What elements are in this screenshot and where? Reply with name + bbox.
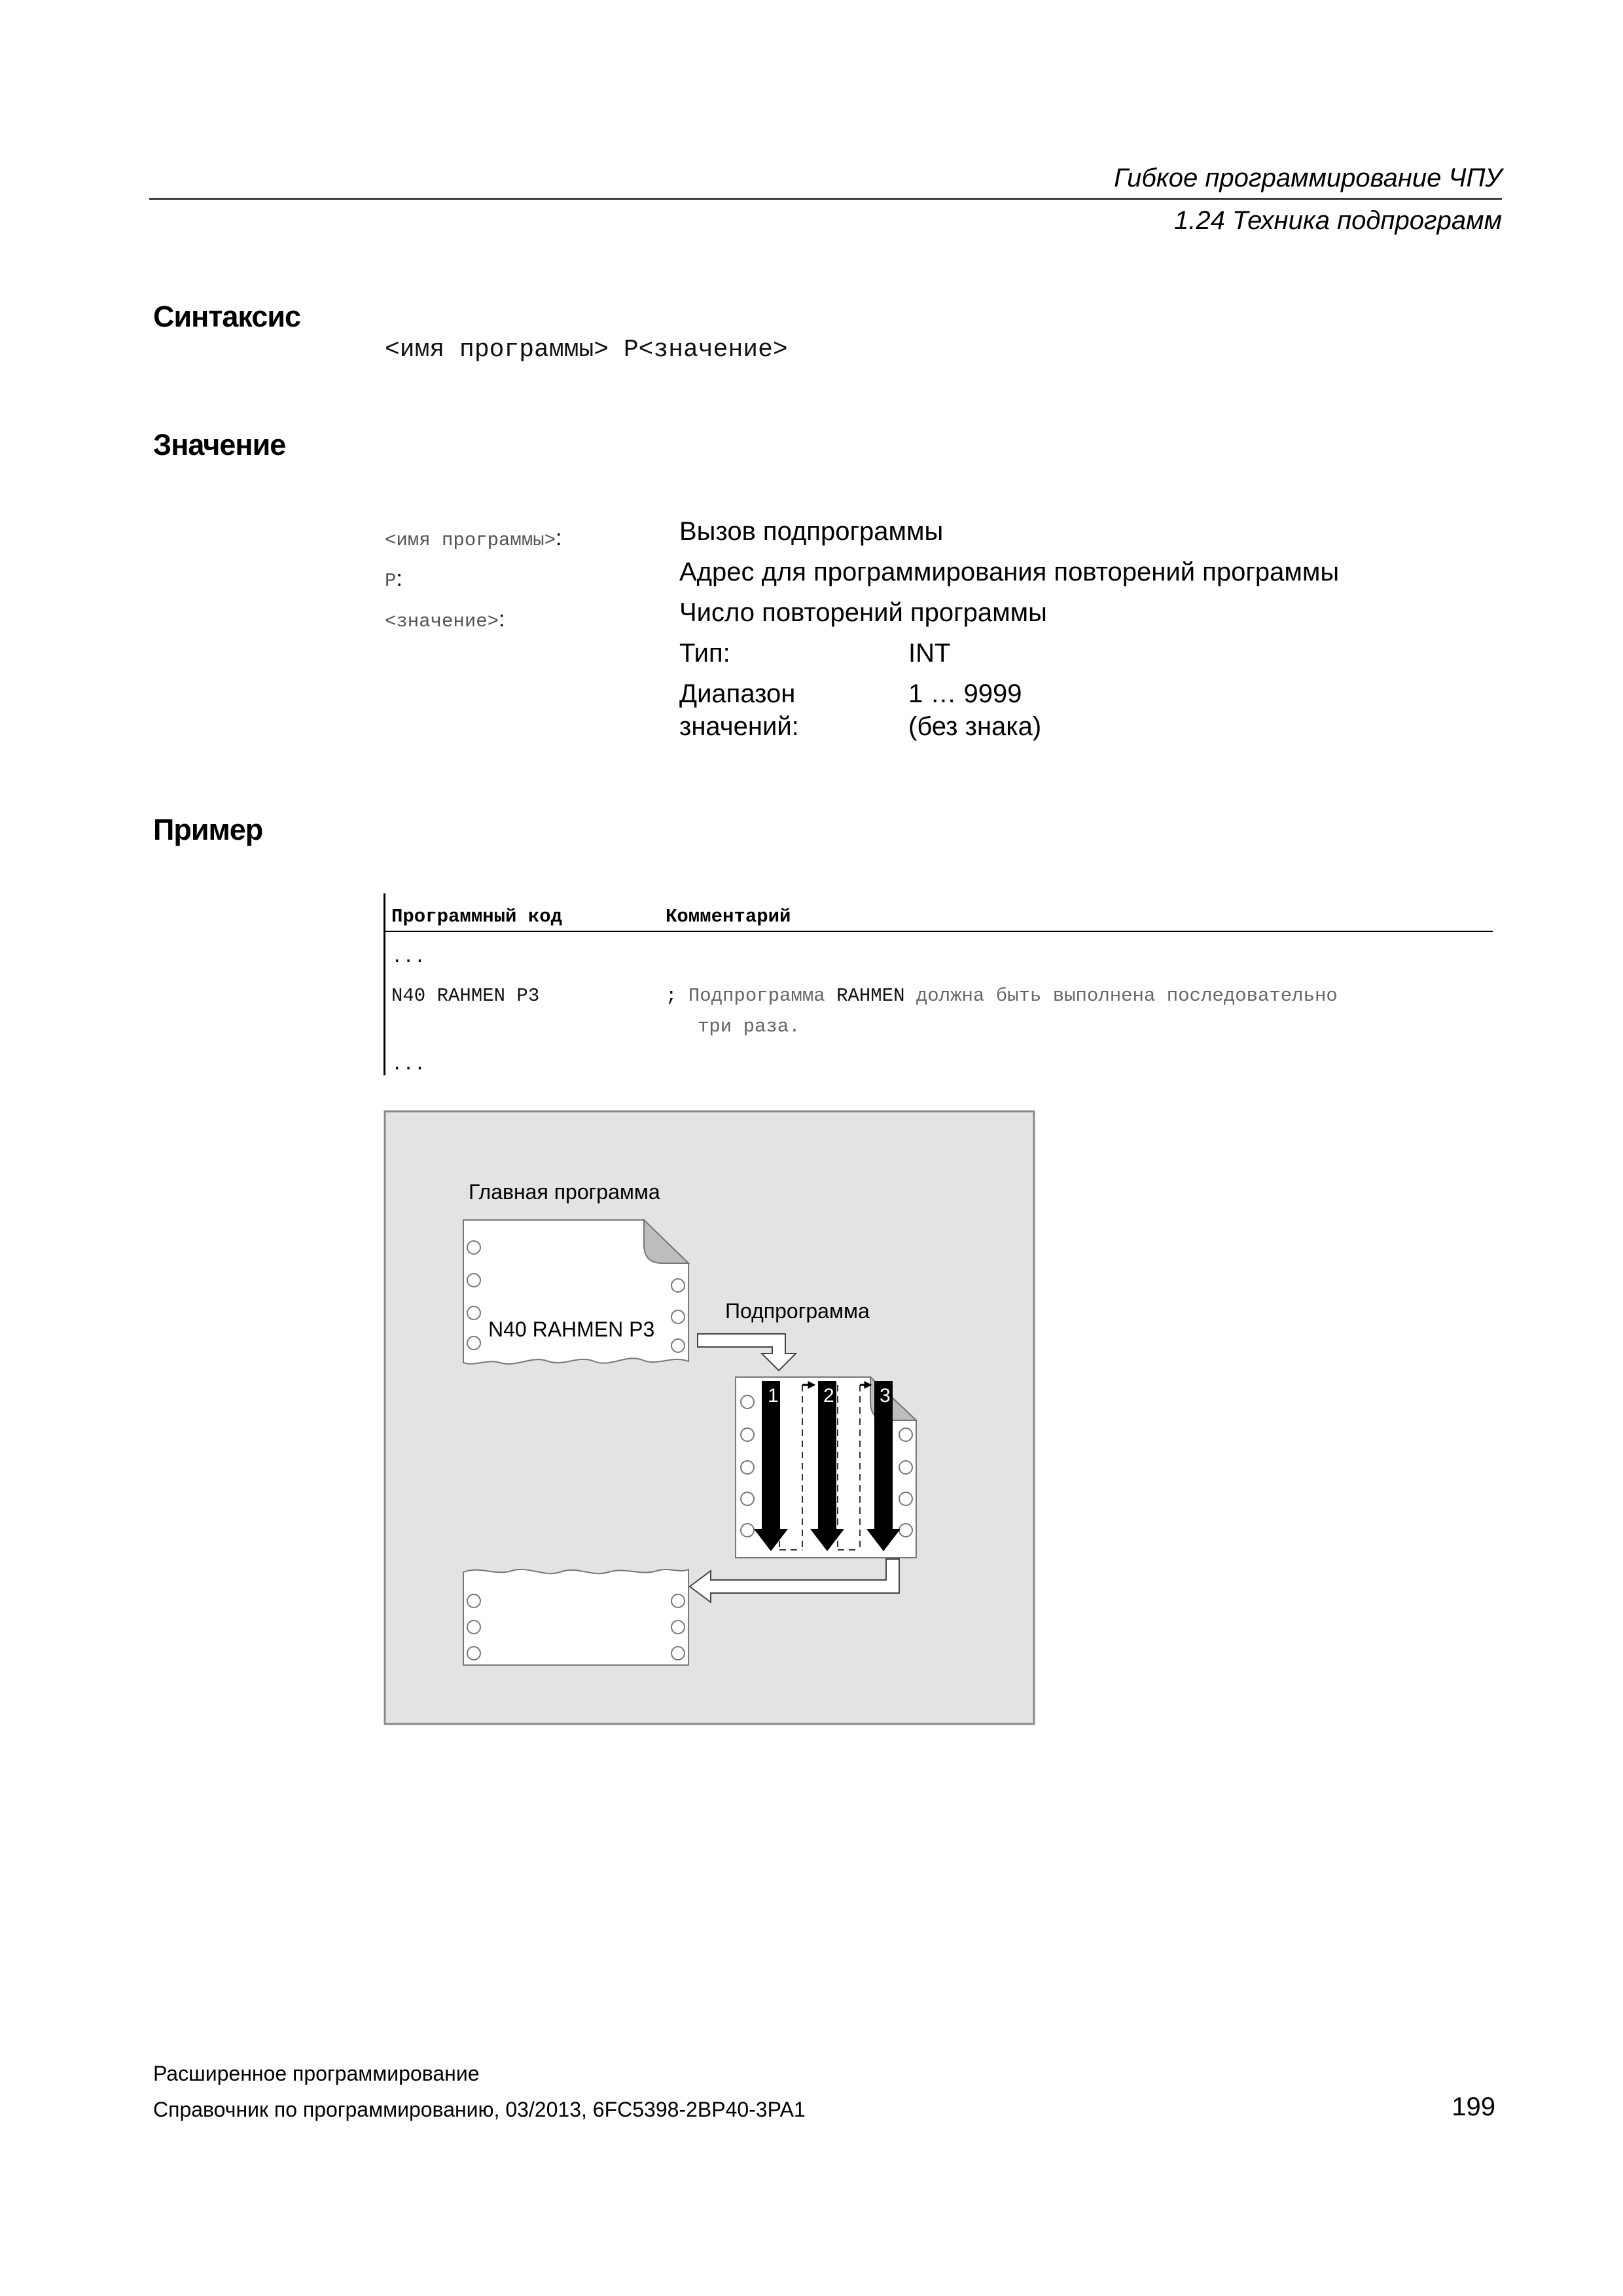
footer-reference: Справочник по программированию, 03/2013, 6FC5398-2BP40-3PA1 (153, 2098, 806, 2121)
table-header-code: Программный код (391, 906, 563, 927)
main-program-sheet (463, 1220, 688, 1364)
main-program-label: Главная программа (469, 1180, 660, 1204)
table-left-border (383, 893, 385, 1075)
section-title: 1.24 Техника подпрограмм (1174, 206, 1502, 235)
table-header-rule (385, 931, 1493, 932)
syntax-heading: Синтаксис (153, 300, 301, 333)
chapter-title: Гибкое программирование ЧПУ (1114, 164, 1502, 192)
pass-number-2: 2 (823, 1385, 834, 1407)
range-label-line1: Диапазон (679, 679, 796, 708)
table-row-comment-continuation: три раза. (698, 1016, 800, 1037)
subprogram-call-diagram (383, 1110, 1035, 1725)
range-label-line2: значений: (679, 712, 799, 741)
param-term-value: <значение>: (385, 607, 505, 632)
header-rule (149, 198, 1502, 200)
meaning-heading: Значение (153, 428, 286, 461)
subprogram-label: Подпрограмма (725, 1299, 870, 1323)
type-label: Тип: (679, 639, 730, 668)
syntax-code: <имя программы> P<значение> (385, 336, 788, 364)
footer-title: Расширенное программирование (153, 2062, 480, 2085)
type-value: INT (908, 639, 951, 668)
main-program-code: N40 RAHMEN P3 (488, 1318, 655, 1341)
param-desc-value: Число повторений программы (679, 598, 1047, 627)
param-term-program-name: <имя программы>: (385, 526, 562, 551)
main-program-continuation-sheet (463, 1570, 688, 1665)
param-desc-p: Адрес для программирования повторений программы (679, 558, 1340, 586)
pass-number-3: 3 (880, 1385, 891, 1407)
range-value-line2: (без знака) (908, 712, 1042, 741)
table-row-code: N40 RAHMEN P3 (391, 985, 540, 1007)
page-number: 199 (1452, 2092, 1495, 2121)
example-heading: Пример (153, 813, 263, 846)
param-term-p: P: (385, 566, 402, 592)
table-row-comment: ; Подпрограмма RAHMEN должна быть выполнена последовательно (666, 985, 1338, 1007)
table-header-comment: Комментарий (666, 906, 791, 927)
pass-number-1: 1 (768, 1385, 779, 1407)
param-desc-program-name: Вызов подпрограммы (679, 517, 944, 546)
table-row-code: ... (391, 946, 426, 968)
table-row-code: ... (391, 1054, 426, 1075)
range-value-line1: 1 … 9999 (908, 679, 1022, 708)
